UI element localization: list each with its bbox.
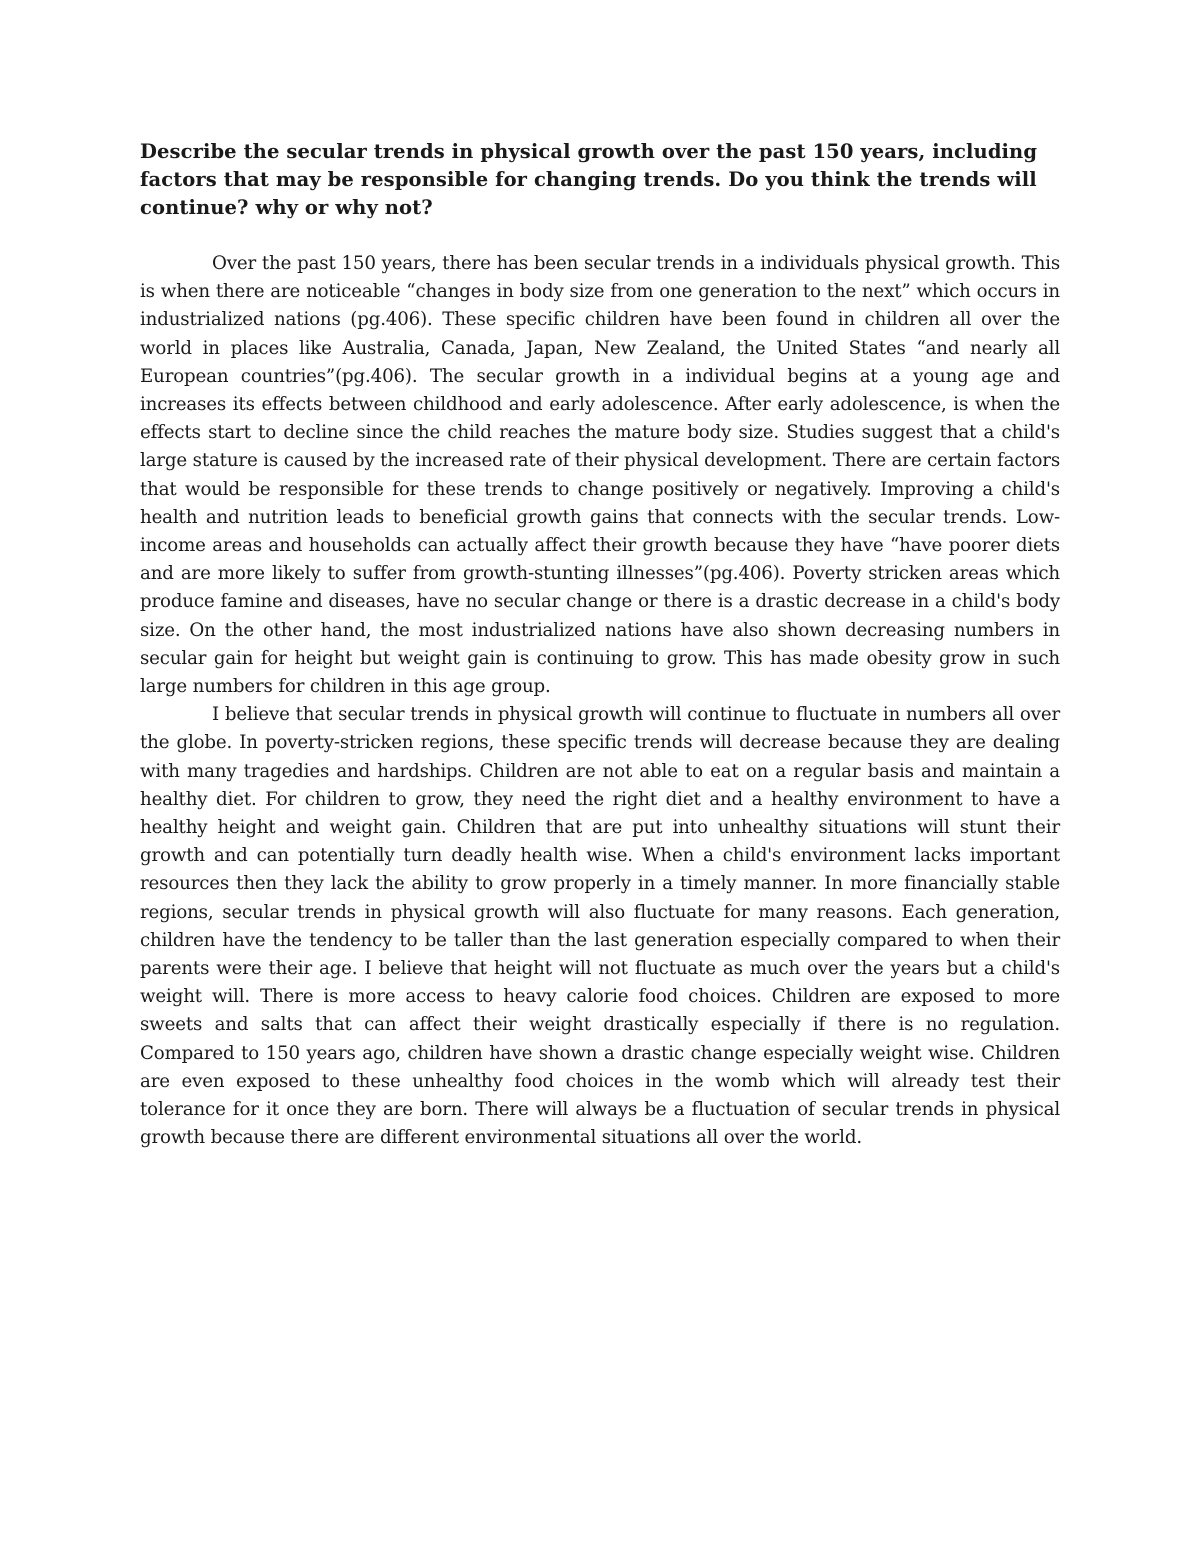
essay-question: Describe the secular trends in physical growth over the past 150 years, including factors that may be responsible for changing trends. Do you think the trends will continue? why or why not? [140,140,1038,219]
essay-paragraph-2: I believe that secular trends in physical growth will continue to fluctuate in numbers all over the globe. In poverty-stricken regions, these specific trends will decrease because they are dealing with many tragedies and hardships. Children are not able to eat on a regular basis and maintain a healthy diet. For children to grow, they need the right diet and a healthy environment to have a healthy height and weight gain. Children that are put into unhealthy situations will stunt their growth and can potentially turn deadly health wise. When a child's environment lacks important resources then they lack the ability to grow properly in a timely manner. In more financially stable regions, secular trends in physical growth will also fluctuate for many reasons. Each generation, children have the tendency to be taller than the last generation especially compared to when their parents were their age. I believe that height will not fluctuate as much over the years but a child's weight will. There is more access to heavy calorie food choices. Children are exposed to more sweets and salts that can affect their weight drastically especially if there is no regulation. Compared to 150 years ago, children have shown a drastic change especially weight wise. Children are even exposed to these unhealthy food choices in the womb which will already test their tolerance for it once they are born. There will always be a fluctuation of secular trends in physical growth because there are different environmental situations all over the world. [140,704,1060,1149]
document-body [140,138,1060,1153]
essay-paragraph-1: Over the past 150 years, there has been secular trends in a individuals physical growth. This is when there are noticeable “changes in body size from one generation to the next” which occurs in industrialized nations (pg.406). These specific children have been found in children all over the world in places like Australia, Canada, Japan, New Zealand, the United States “and nearly all European countries”(pg.406). The secular growth in a individual begins at a young age and increases its effects between childhood and early adolescence. After early adolescence, is when the effects start to decline since the child reaches the mature body size. Studies suggest that a child's large stature is caused by the increased rate of their physical development. There are certain factors that would be responsible for these trends to change positively or negatively. Improving a child's health and nutrition leads to beneficial growth gains that connects with the secular trends. Low-income areas and households can actually affect their growth because they have “have poorer diets and are more likely to suffer from growth-stunting illnesses”(pg.406). Poverty stricken areas which produce famine and diseases, have no secular change or there is a drastic decrease in a child's body size. On the other hand, the most industrialized nations have also shown decreasing numbers in secular gain for height but weight gain is continuing to grow. This has made obesity grow in such large numbers for children in this age group. [140,253,1060,698]
